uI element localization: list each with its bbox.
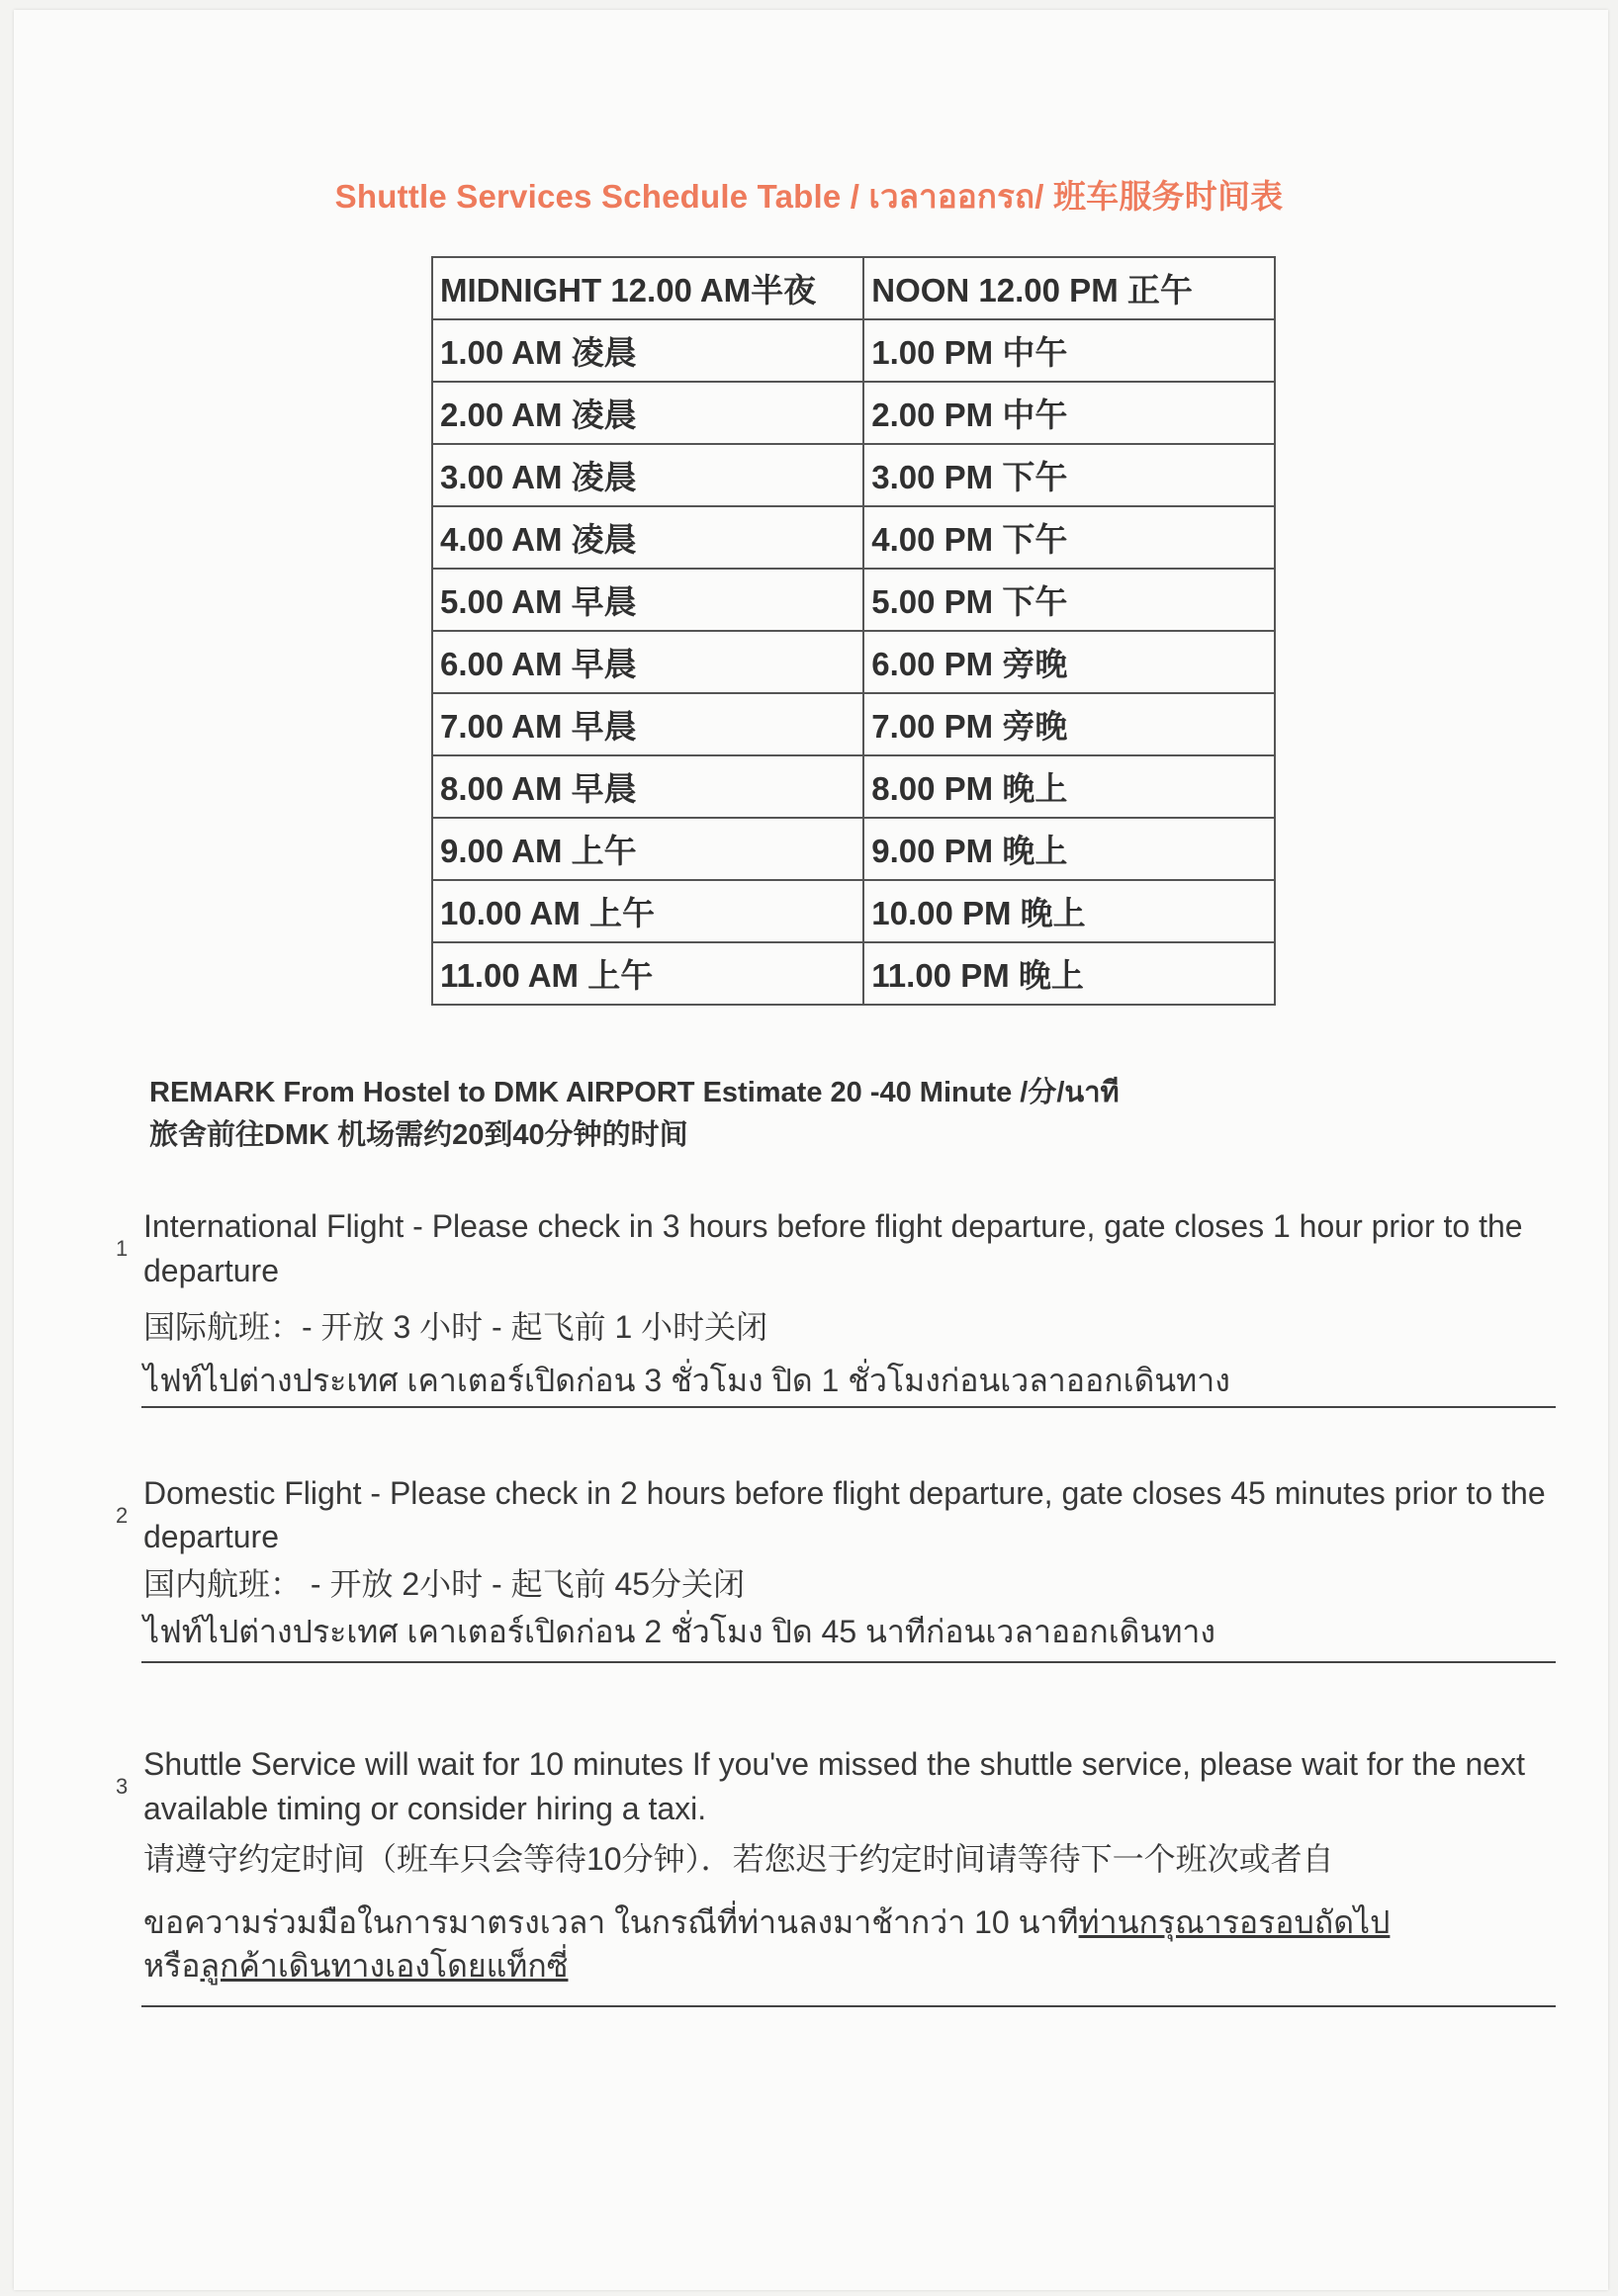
schedule-cell-pm: 2.00 PM 中午 bbox=[863, 382, 1275, 444]
schedule-row bbox=[432, 569, 1275, 631]
note-thai bbox=[143, 1900, 1556, 1987]
schedule-row bbox=[432, 382, 1275, 444]
note-chinese: 国内航班： - 开放 2小时 - 起飞前 45分关闭 bbox=[143, 1566, 746, 1602]
page-title: Shuttle Services Schedule Table / เวลาออกรถ/ 班车服务时间表 bbox=[334, 178, 1284, 215]
schedule-cell-am: 3.00 AM 凌晨 bbox=[432, 444, 863, 506]
schedule-cell-pm: 11.00 PM 晚上 bbox=[863, 942, 1275, 1005]
schedule-row bbox=[432, 257, 1275, 319]
schedule-cell-am: 6.00 AM 早晨 bbox=[432, 631, 863, 693]
schedule-cell-am: 7.00 AM 早晨 bbox=[432, 693, 863, 755]
note-thai: ไฟท์ไปต่างประเทศ เคาเตอร์เปิดก่อน 2 ชั่วโมง ปิด 45 นาทีก่อนเวลาออกเดินทาง bbox=[143, 1614, 1215, 1649]
schedule-table bbox=[431, 256, 1276, 1006]
schedule-row bbox=[432, 818, 1275, 880]
divider bbox=[141, 2005, 1556, 2007]
note-thai-part-3: หรือ bbox=[143, 1948, 201, 1984]
note-thai: ไฟท์ไปต่างประเทศ เคาเตอร์เปิดก่อน 3 ชั่วโมง ปิด 1 ชั่วโมงก่อนเวลาออกเดินทาง bbox=[143, 1363, 1230, 1398]
note-shuttle-wait bbox=[116, 1742, 1556, 2007]
schedule-cell-pm: 7.00 PM 旁晚 bbox=[863, 693, 1275, 755]
note-thai-part-4: ลูกค้าเดินทางเองโดยแท็กซี่ bbox=[200, 1948, 569, 1984]
remark-line-1: REMARK From Hostel to DMK AIRPORT Estimate 20 -40 Minute /分/นาที bbox=[149, 1077, 1120, 1108]
note-chinese: 国际航班：- 开放 3 小时 - 起飞前 1 小时关闭 bbox=[143, 1309, 768, 1345]
schedule-row bbox=[432, 755, 1275, 818]
schedule-cell-am: 4.00 AM 凌晨 bbox=[432, 506, 863, 569]
schedule-row bbox=[432, 631, 1275, 693]
schedule-cell-am: 1.00 AM 凌晨 bbox=[432, 319, 863, 382]
schedule-table-body bbox=[432, 257, 1275, 1005]
schedule-row bbox=[432, 880, 1275, 942]
divider bbox=[141, 1661, 1556, 1663]
note-english: Shuttle Service will wait for 10 minutes If you've missed the shuttle service, please wait for the next available timing or consider hiring a taxi. bbox=[143, 1746, 1525, 1826]
schedule-row bbox=[432, 942, 1275, 1005]
schedule-cell-pm: NOON 12.00 PM 正午 bbox=[863, 257, 1275, 319]
note-thai-part-2: ท่านกรุณารอรอบถัดไป bbox=[1078, 1904, 1391, 1940]
remark-line-2: 旅舍前往DMK 机场需约20到40分钟的时间 bbox=[149, 1119, 688, 1151]
schedule-cell-pm: 4.00 PM 下午 bbox=[863, 506, 1275, 569]
schedule-row bbox=[432, 506, 1275, 569]
remark-block bbox=[149, 1072, 1120, 1157]
note-international-flight bbox=[116, 1204, 1556, 1408]
note-domestic-flight bbox=[116, 1471, 1556, 1663]
schedule-cell-am: 10.00 AM 上午 bbox=[432, 880, 863, 942]
schedule-cell-am: 2.00 AM 凌晨 bbox=[432, 382, 863, 444]
note-number: 3 bbox=[116, 1774, 129, 1799]
schedule-cell-pm: 10.00 PM 晚上 bbox=[863, 880, 1275, 942]
schedule-cell-pm: 8.00 PM 晚上 bbox=[863, 755, 1275, 818]
schedule-row bbox=[432, 319, 1275, 382]
schedule-row bbox=[432, 693, 1275, 755]
schedule-cell-pm: 3.00 PM 下午 bbox=[863, 444, 1275, 506]
note-chinese: 请遵守约定时间（班车只会等待10分钟）．若您迟于约定时间请等待下一个班次或者自 bbox=[143, 1841, 1334, 1877]
schedule-cell-pm: 9.00 PM 晚上 bbox=[863, 818, 1275, 880]
schedule-row bbox=[432, 444, 1275, 506]
schedule-cell-am: MIDNIGHT 12.00 AM半夜 bbox=[432, 257, 863, 319]
note-english: International Flight - Please check in 3 hours before flight departure, gate closes 1 hour prior to the departure bbox=[143, 1208, 1523, 1288]
schedule-cell-am: 5.00 AM 早晨 bbox=[432, 569, 863, 631]
schedule-cell-pm: 1.00 PM 中午 bbox=[863, 319, 1275, 382]
schedule-cell-am: 11.00 AM 上午 bbox=[432, 942, 863, 1005]
note-number: 1 bbox=[116, 1236, 129, 1261]
schedule-cell-pm: 6.00 PM 旁晚 bbox=[863, 631, 1275, 693]
note-thai-part-1: ขอความร่วมมือในการมาตรงเวลา ในกรณีที่ท่านลงมาช้ากว่า 10 นาที bbox=[143, 1904, 1079, 1940]
divider bbox=[141, 1406, 1556, 1408]
schedule-cell-am: 9.00 AM 上午 bbox=[432, 818, 863, 880]
note-number: 2 bbox=[116, 1503, 129, 1528]
note-english: Domestic Flight - Please check in 2 hours before flight departure, gate closes 45 minutes prior to the departure bbox=[143, 1475, 1546, 1554]
schedule-cell-am: 8.00 AM 早晨 bbox=[432, 755, 863, 818]
schedule-cell-pm: 5.00 PM 下午 bbox=[863, 569, 1275, 631]
